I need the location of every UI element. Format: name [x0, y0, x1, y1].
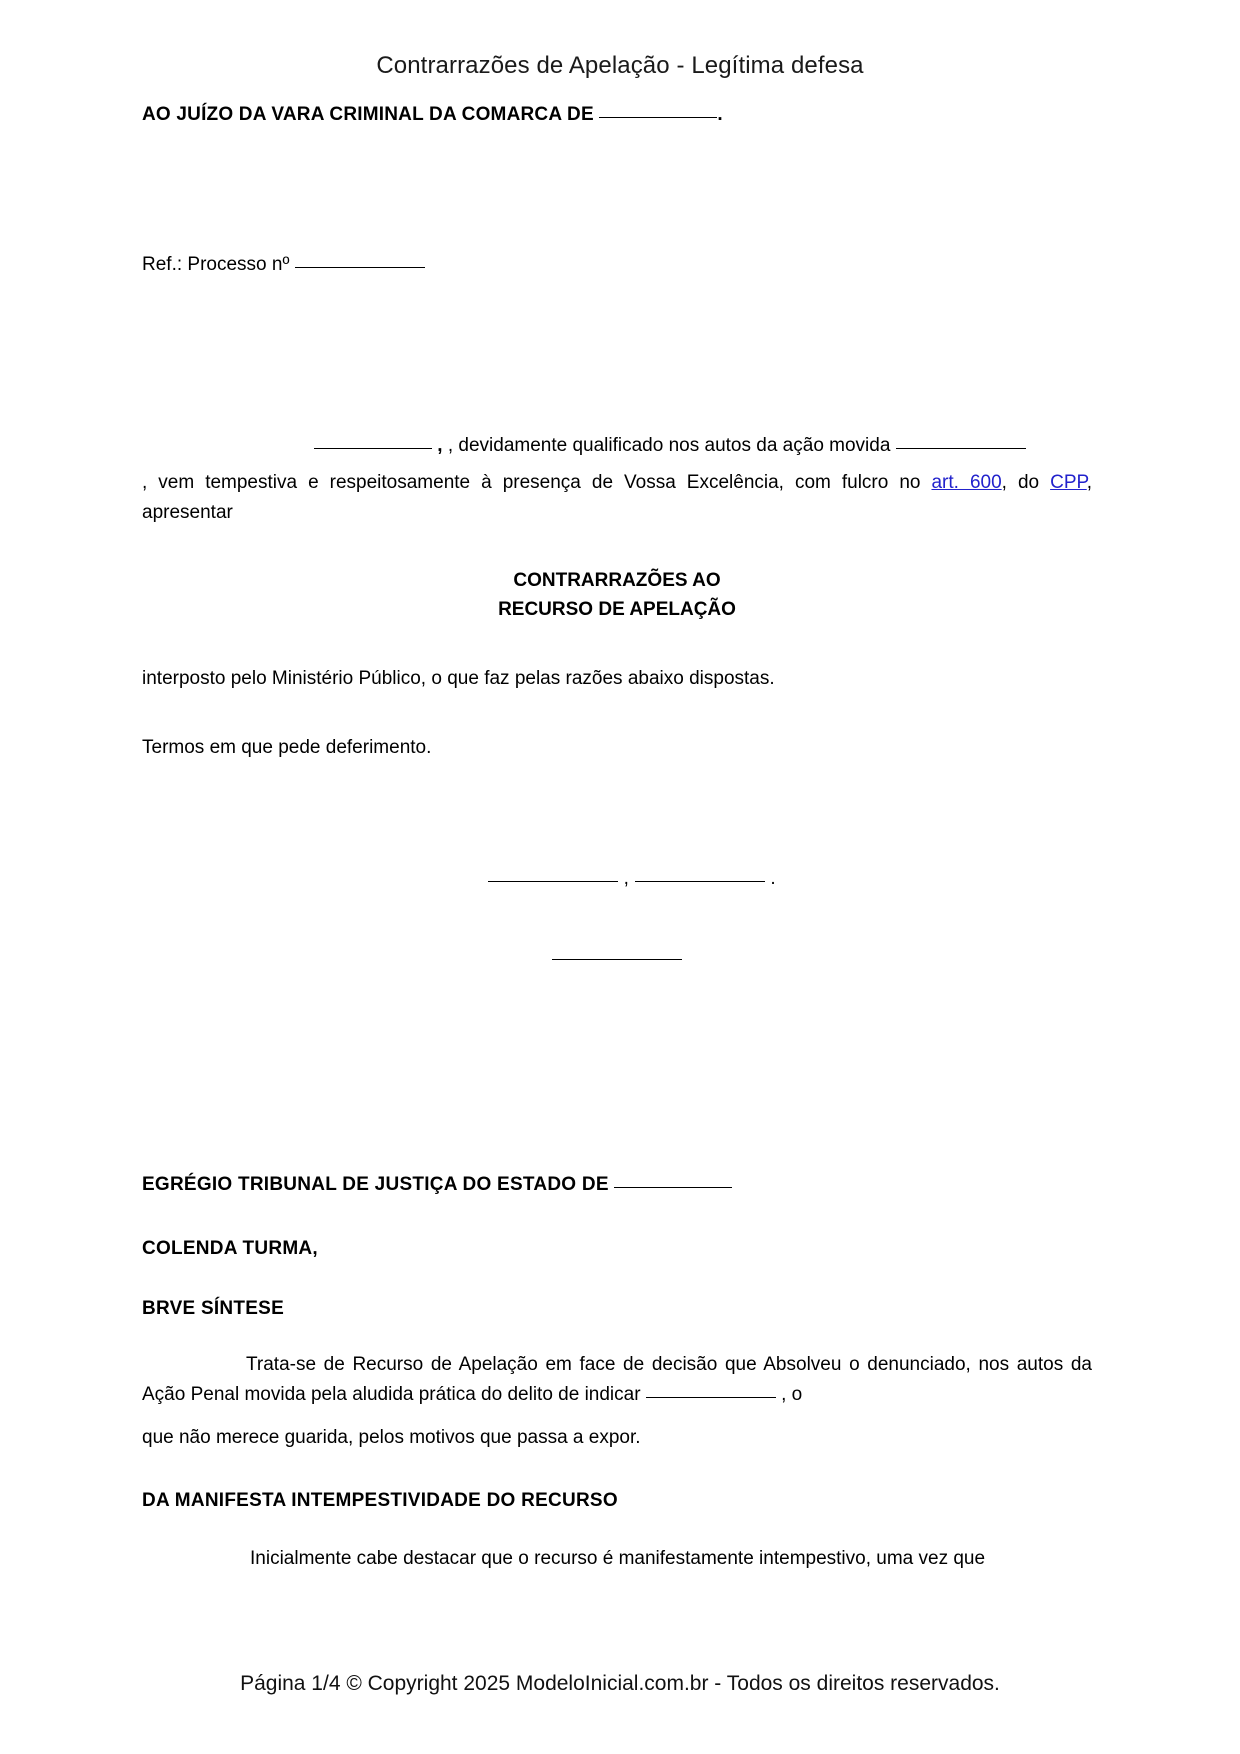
- paragraph-1-text: , vem tempestiva e respeitosamente à presença de Vossa Excelência, com fulcro no: [142, 471, 921, 493]
- place-blank: [488, 881, 618, 882]
- addressee-line: [142, 104, 1092, 126]
- section-1-paragraph-a: Trata-se de Recurso de Apelação em face de decisão que Absolveu o denunciado, nos autos da Ação Penal movida pela aludida prática do delito de indicar: [142, 1353, 1092, 1406]
- section-1-paragraph-b: , o: [781, 1384, 803, 1406]
- spacer-3: [142, 968, 1092, 1174]
- section-1-title: BRVE SÍNTESE: [142, 1297, 285, 1319]
- page-title: Contrarrazões de Apelação - Legítima defesa: [376, 52, 864, 79]
- party-name-blank: [314, 448, 432, 449]
- addressee-suffix: .: [717, 104, 723, 125]
- contrarrazoes-heading-line2: RECURSO DE APELAÇÃO: [498, 598, 736, 620]
- qualification-line: [314, 431, 1092, 462]
- paragraph-2: interposto pelo Ministério Público, o que faz pelas razões abaixo dispostas.: [142, 668, 775, 690]
- signature-blank: [552, 959, 682, 960]
- court-state-blank: [614, 1187, 732, 1188]
- qualification-text: , devidamente qualificado nos autos da ação movida: [447, 434, 891, 456]
- opposing-party-blank: [896, 448, 1026, 449]
- page-footer: Página 1/4 © Copyright 2025 ModeloInicial.com.br - Todos os direitos reservados.: [240, 1672, 1000, 1695]
- court-heading-text: EGRÉGIO TRIBUNAL DE JUSTIÇA DO ESTADO DE: [142, 1173, 609, 1195]
- contrarrazoes-heading: [142, 567, 1092, 624]
- paragraph-3: Termos em que pede deferimento.: [142, 736, 432, 758]
- court-heading: [142, 1174, 1092, 1196]
- paragraph-1-end: , apresentar: [142, 471, 1092, 524]
- document-body: [142, 104, 1092, 1575]
- place-date-line: [142, 868, 1092, 890]
- section-1-paragraph-cont: que não merece guarida, pelos motivos que passa a expor.: [142, 1427, 641, 1449]
- qualification-comma: ,: [432, 434, 443, 456]
- process-ref-label: Ref.: Processo nº: [142, 254, 290, 275]
- section-2-paragraph: Inicialmente cabe destacar que o recurso é manifestamente intempestivo, uma vez que: [250, 1547, 986, 1569]
- link-cpp[interactable]: CPP: [1050, 471, 1087, 493]
- place-date-separator: ,: [623, 867, 630, 889]
- date-blank: [635, 881, 765, 882]
- signature-line: [142, 946, 1092, 968]
- process-ref-line: [142, 250, 1092, 281]
- addressee-blank: [599, 117, 717, 118]
- panel-heading: COLENDA TURMA,: [142, 1237, 318, 1259]
- link-art-600[interactable]: art. 600: [931, 471, 1002, 493]
- section-2-title: DA MANIFESTA INTEMPESTIVIDADE DO RECURSO: [142, 1489, 618, 1511]
- spacer-1: [142, 126, 1092, 192]
- addressee-text: AO JUÍZO DA VARA CRIMINAL DA COMARCA DE: [142, 104, 594, 125]
- spacer-2: [142, 281, 1092, 431]
- place-date-end: .: [770, 867, 776, 889]
- section-1-blank: [646, 1397, 776, 1398]
- paragraph-1-sep: , do: [1001, 471, 1040, 493]
- process-ref-blank: [295, 267, 425, 268]
- section-1-paragraph: [142, 1350, 1092, 1412]
- contrarrazoes-heading-line1: CONTRARRAZÕES AO: [513, 570, 721, 592]
- paragraph-1: [142, 468, 1092, 530]
